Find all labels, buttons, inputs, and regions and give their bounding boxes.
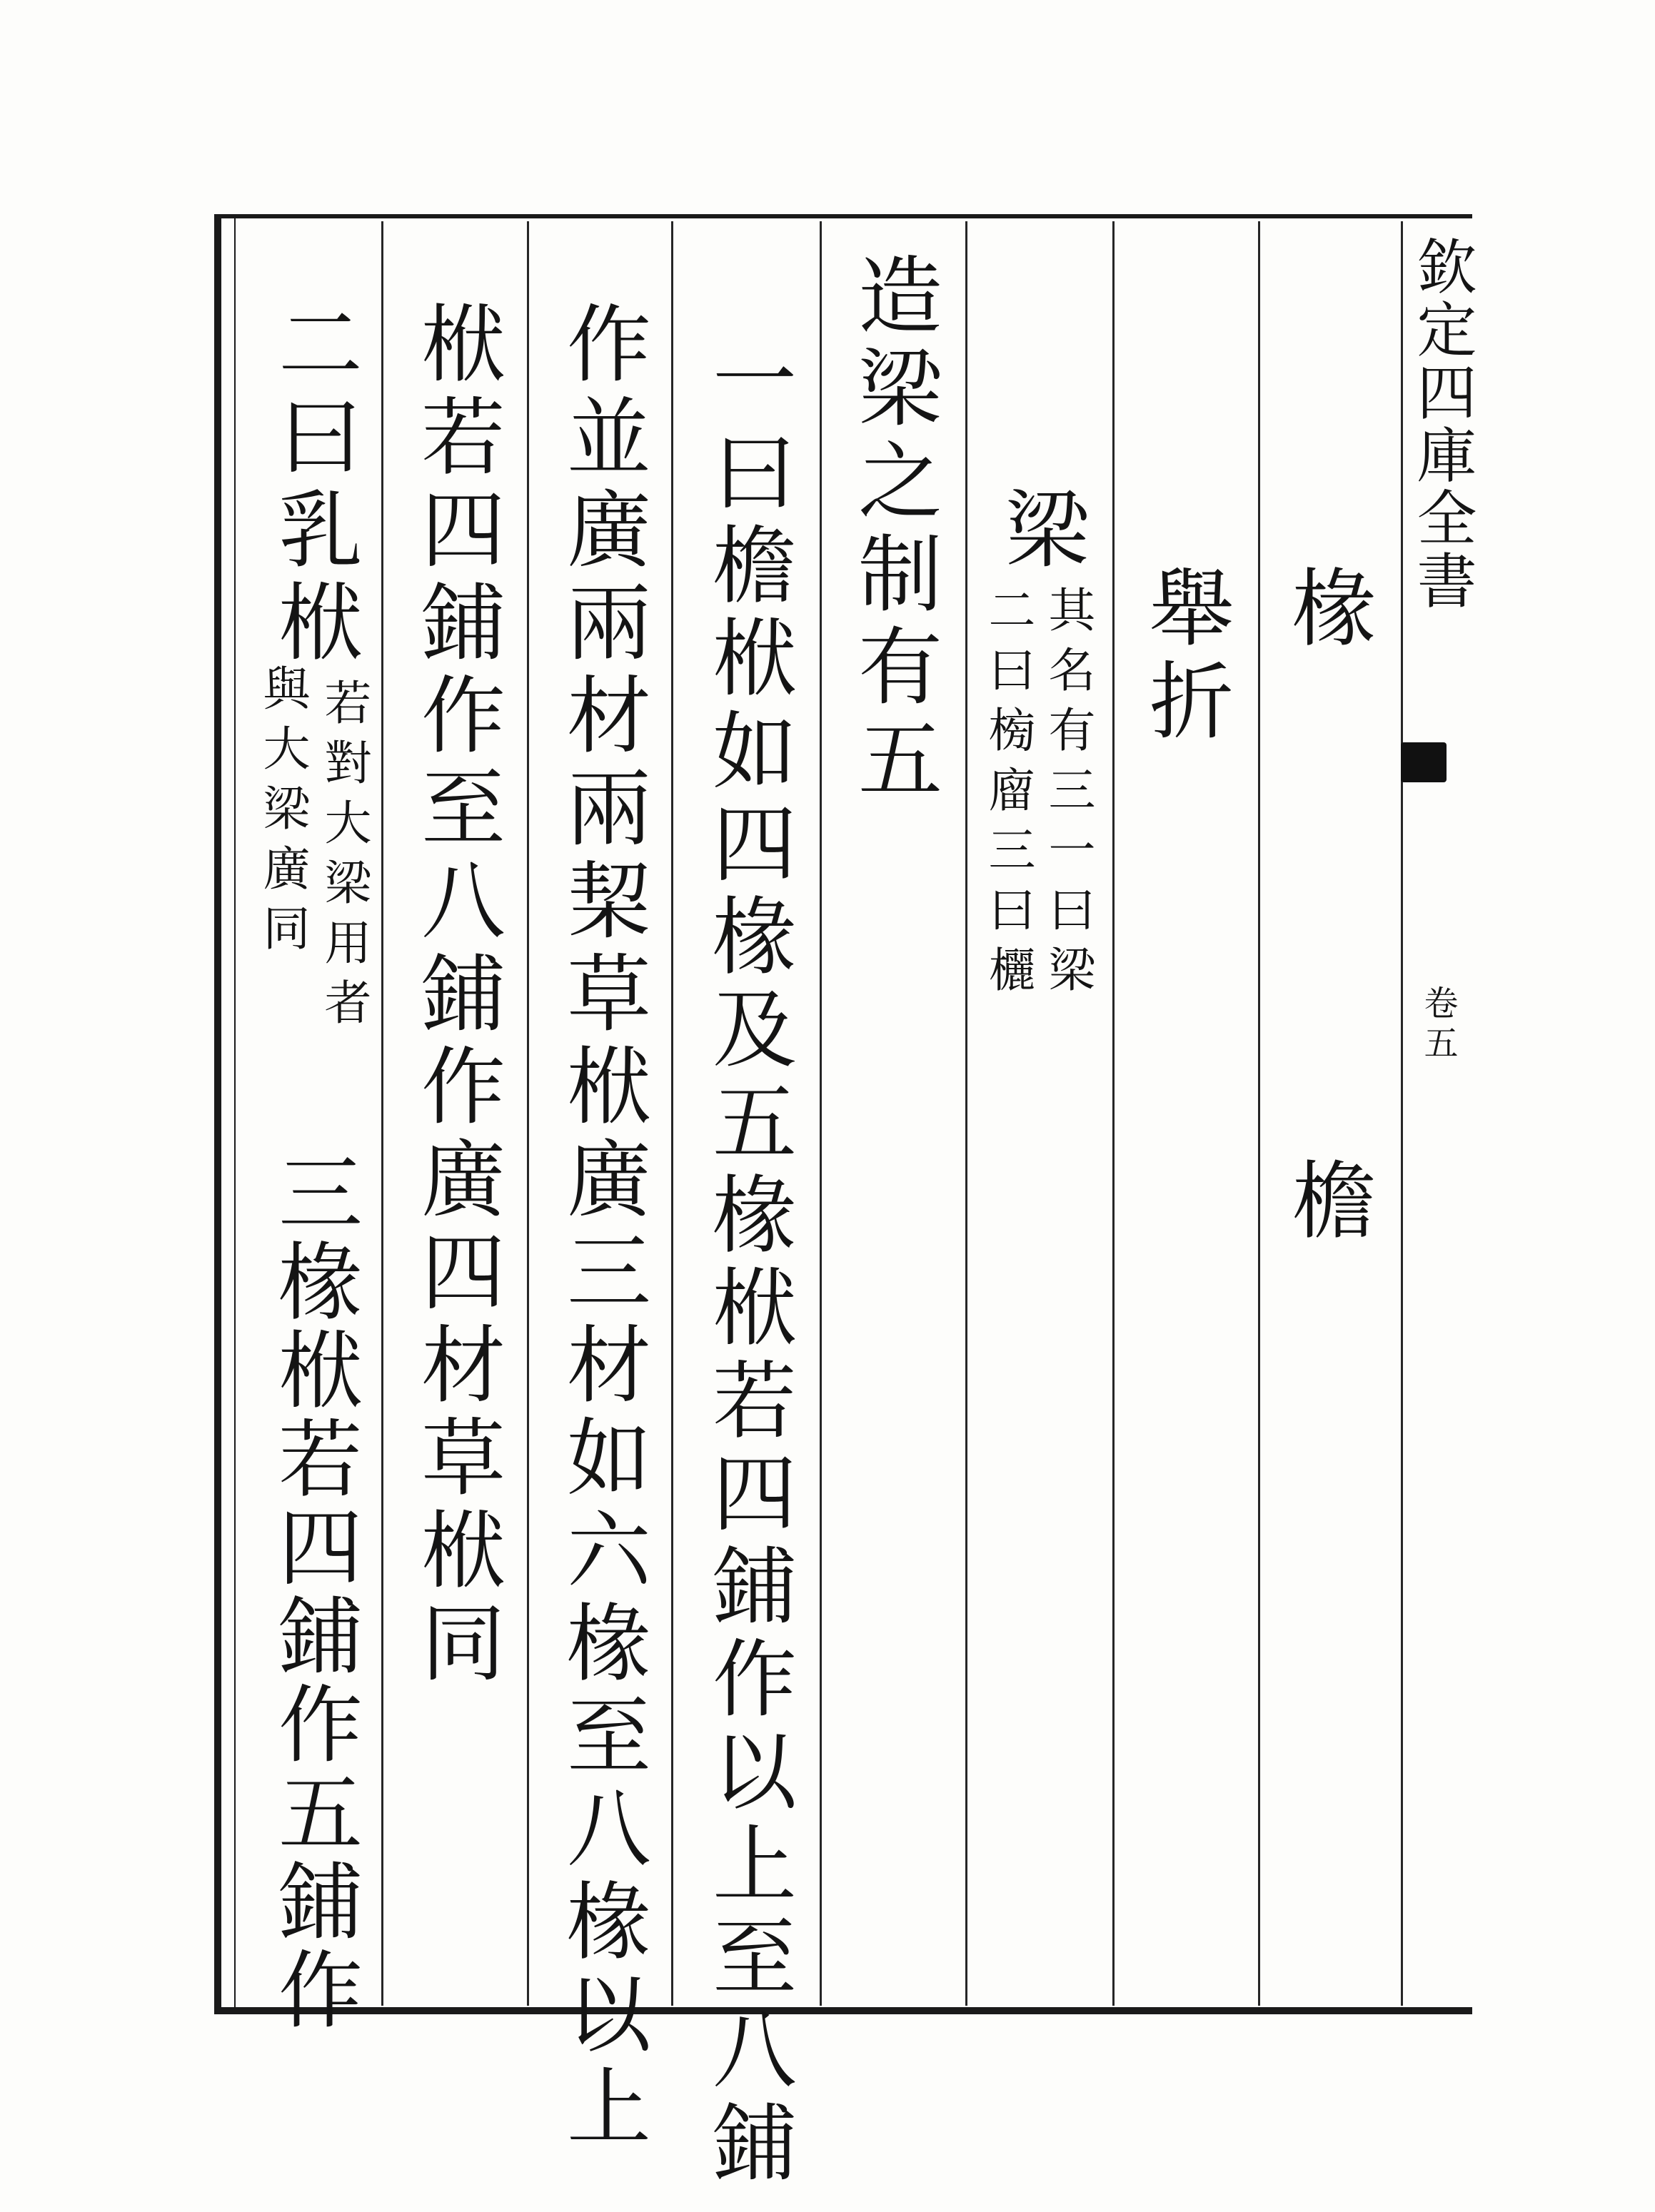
column-rule <box>527 221 529 2006</box>
juan-number: 卷五 <box>1418 985 1458 1065</box>
column-rule <box>381 221 383 2006</box>
column-3-note-right: 其名有三一曰梁 <box>1040 585 1095 1005</box>
column-1-heading: 椽 <box>1278 564 1377 657</box>
column-2-heading: 舉折 <box>1135 564 1234 749</box>
page-frame <box>214 214 1477 2014</box>
seal-mark <box>1401 742 1447 782</box>
column-4-text: 造梁之制有五 <box>844 251 942 808</box>
column-8-note-right: 若對大梁用者 <box>316 678 371 1038</box>
column-rule <box>965 221 967 2006</box>
column-8-heading: 二曰乳栿 <box>264 300 363 671</box>
column-3-heading: 梁 <box>991 485 1090 578</box>
column-1-tail: 檐 <box>1278 1156 1377 1249</box>
column-3-note-left: 二曰㮄廇三曰欐 <box>980 585 1035 1005</box>
book-title: 欽定四庫全書 <box>1407 236 1477 612</box>
column-6-text: 作並廣兩材兩栔草栿廣三材如六椽至八椽以上 <box>553 300 651 2156</box>
column-rule <box>1258 221 1260 2006</box>
column-rule <box>1401 221 1403 2006</box>
column-5-text: 一曰檐栿如四椽及五椽栿若四鋪作以上至八鋪 <box>698 335 797 2191</box>
column-8-tail: 三椽栿若四鋪作五鋪作 <box>264 1149 363 2034</box>
column-rule <box>820 221 822 2006</box>
column-rule <box>671 221 673 2006</box>
column-8-note-left: 與大梁廣同 <box>255 664 310 964</box>
column-rule <box>1112 221 1115 2006</box>
column-7-text: 栿若四鋪作至八鋪作廣四材草栿同 <box>407 300 505 1692</box>
